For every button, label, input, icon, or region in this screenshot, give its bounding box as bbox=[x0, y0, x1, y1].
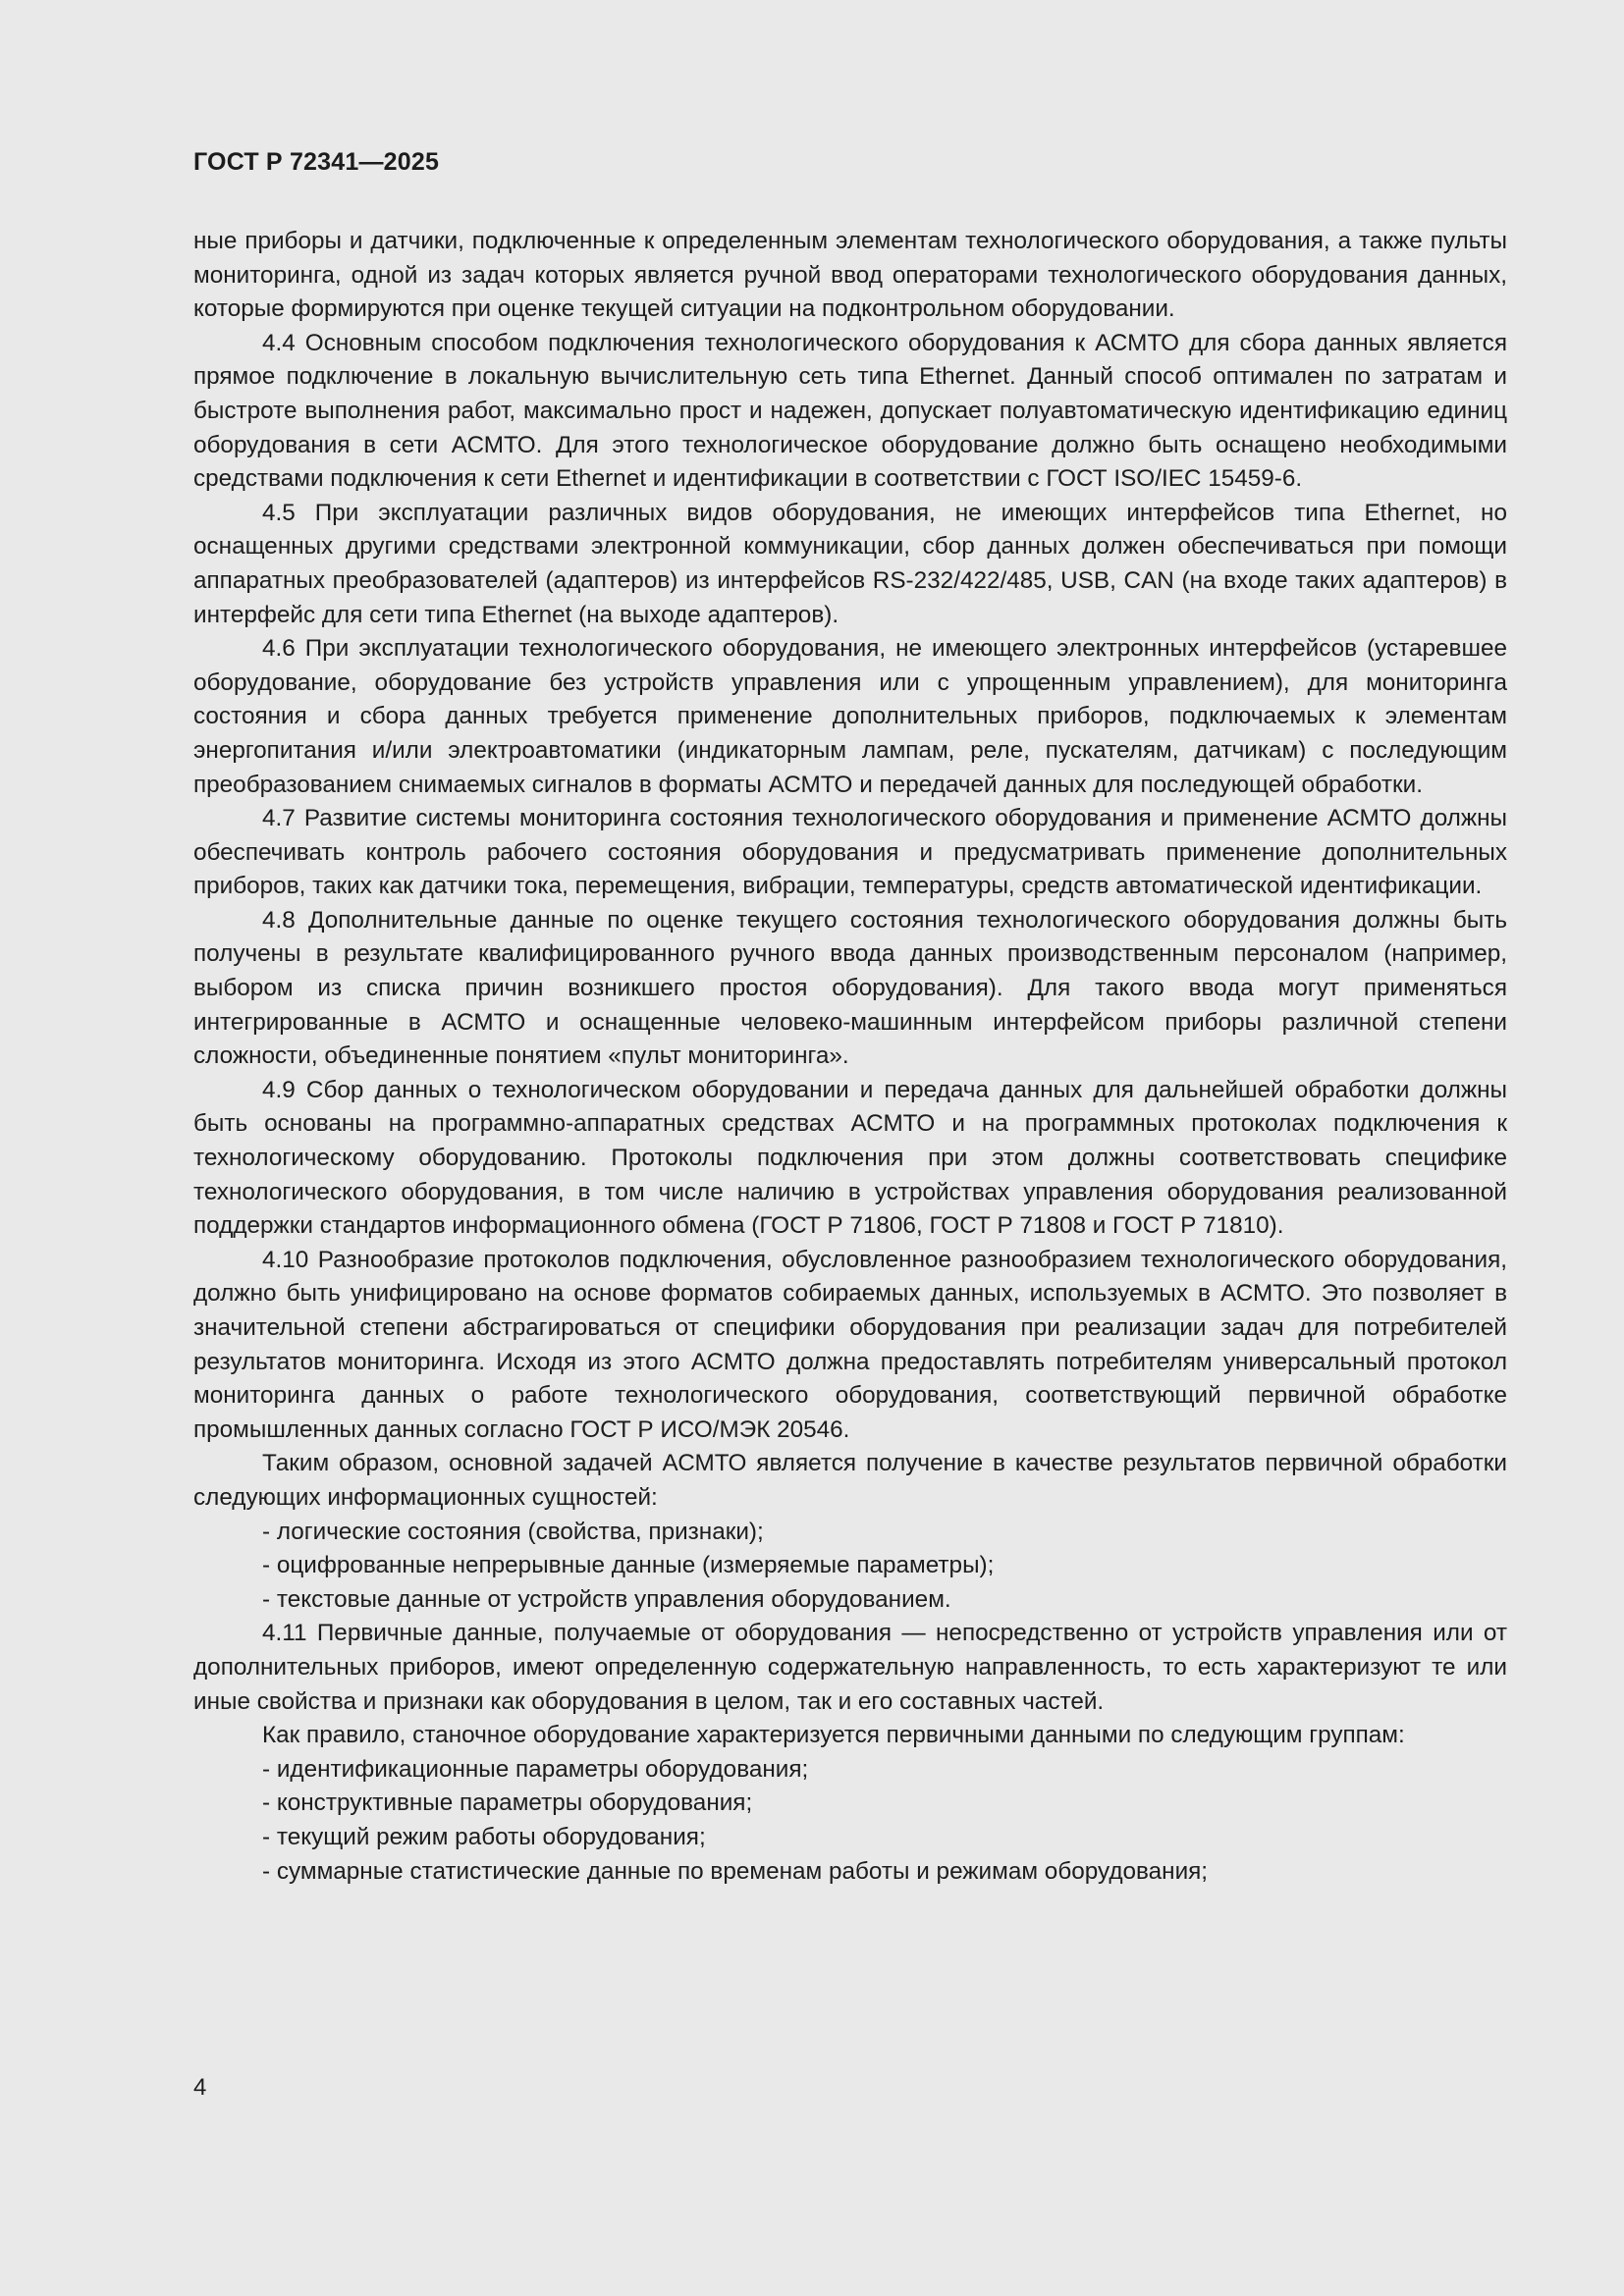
paragraph-4-10: 4.10 Разнообразие протоколов подключения, обусловленное разнообразием технологического оборудования, должно быть унифицировано на основе форматов собираемых данных, используемых в АСМТО. Это позволяет в значительной степени абстрагироваться от специфики оборудования при реализации задач для потребителей результатов мониторинга. Исходя из этого АСМТО должна предоставлять потребителям универсальный протокол мониторинга данных о работе технологического оборудования, соответствующий первичной обработке промышленных данных согласно ГОСТ Р ИСО/МЭК 20546. bbox=[193, 1246, 1507, 1443]
list-item: - текстовые данные от устройств управления оборудованием. bbox=[262, 1585, 951, 1613]
paragraph-rule: Как правило, станочное оборудование характеризуется первичными данными по следующим группам: bbox=[262, 1722, 1405, 1749]
list-item: - конструктивные параметры оборудования; bbox=[262, 1789, 753, 1817]
list-item: - текущий режим работы оборудования; bbox=[262, 1823, 706, 1850]
paragraph-4-9: 4.9 Сбор данных о технологическом оборудовании и передача данных для дальнейшей обработки должны быть основаны на программно-аппаратных средствах АСМТО и на программных протоколах подключения к технологическому оборудованию. Протоколы подключения при этом должны соответствовать специфике технологического оборудования, в том числе наличию в устройствах управления оборудования реализованной поддержки стандартов информационного обмена (ГОСТ Р 71806, ГОСТ Р 71808 и ГОСТ Р 71810). bbox=[193, 1076, 1507, 1240]
list-item: - суммарные статистические данные по временам работы и режимам оборудования; bbox=[262, 1857, 1209, 1885]
paragraph-4-8: 4.8 Дополнительные данные по оценке текущего состояния технологического оборудования должны быть получены в результате квалифицированного ручного ввода данных производственным персоналом (например, выбором из списка причин возникшего простоя оборудования). Для такого ввода могут применяться интегрированные в АСМТО и оснащенные человеко-машинным интерфейсом приборы различной степени сложности, объединенные понятием «пульт мониторинга». bbox=[193, 906, 1507, 1070]
body-text bbox=[193, 225, 1507, 1889]
paragraph-continuation: ные приборы и датчики, подключенные к определенным элементам технологического оборудования, а также пульты мониторинга, одной из задач которых является ручной ввод операторами технологического оборудования данных, которые формируются при оценке текущей ситуации на подконтрольном оборудовании. bbox=[193, 228, 1507, 323]
list-item: - оцифрованные непрерывные данные (измеряемые параметры); bbox=[262, 1552, 995, 1579]
paragraph-thus: Таким образом, основной задачей АСМТО является получение в качестве результатов первичной обработки следующих информационных сущностей: bbox=[193, 1450, 1507, 1511]
paragraph-4-11: 4.11 Первичные данные, получаемые от оборудования — непосредственно от устройств управления или от дополнительных приборов, имеют определенную содержательную направленность, то есть характеризуют те или иные свойства и признаки как оборудования в целом, так и его составных частей. bbox=[193, 1620, 1507, 1715]
paragraph-4-6: 4.6 При эксплуатации технологического оборудования, не имеющего электронных интерфейсов (устаревшее оборудование, оборудование без устройств управления или с упрощенным управлением), для мониторинга состояния и сбора данных требуется применение дополнительных приборов, подключаемых к элементам энергопитания и/или электроавтоматики (индикаторным лампам, реле, пускателям, датчикам) с последующим преобразованием снимаемых сигналов в форматы АСМТО и передачей данных для последующей обработки. bbox=[193, 635, 1507, 798]
page-number: 4 bbox=[193, 2074, 207, 2101]
document-header: ГОСТ Р 72341—2025 bbox=[193, 148, 440, 176]
list-item: - идентификационные параметры оборудования; bbox=[262, 1755, 809, 1783]
list-item: - логические состояния (свойства, признаки); bbox=[262, 1518, 764, 1545]
paragraph-4-7: 4.7 Развитие системы мониторинга состояния технологического оборудования и применение АСМТО должны обеспечивать контроль рабочего состояния оборудования и предусматривать применение дополнительных приборов, таких как датчики тока, перемещения, вибрации, температуры, средств автоматической идентификации. bbox=[193, 805, 1507, 900]
paragraph-4-4: 4.4 Основным способом подключения технологического оборудования к АСМТО для сбора данных является прямое подключение в локальную вычислительную сеть типа Ethernet. Данный способ оптимален по затратам и быстроте выполнения работ, максимально прост и надежен, допускает полуавтоматическую идентификацию единиц оборудования в сети АСМТО. Для этого технологическое оборудование должно быть оснащено необходимыми средствами подключения к сети Ethernet и идентификации в соответствии с ГОСТ ISO/IEC 15459-6. bbox=[193, 329, 1507, 493]
paragraph-4-5: 4.5 При эксплуатации различных видов оборудования, не имеющих интерфейсов типа Ethernet, но оснащенных другими средствами электронной коммуникации, сбор данных должен обеспечиваться при помощи аппаратных преобразователей (адаптеров) из интерфейсов RS-232/422/485, USB, CAN (на входе таких адаптеров) в интерфейс для сети типа Ethernet (на выходе адаптеров). bbox=[193, 499, 1507, 628]
